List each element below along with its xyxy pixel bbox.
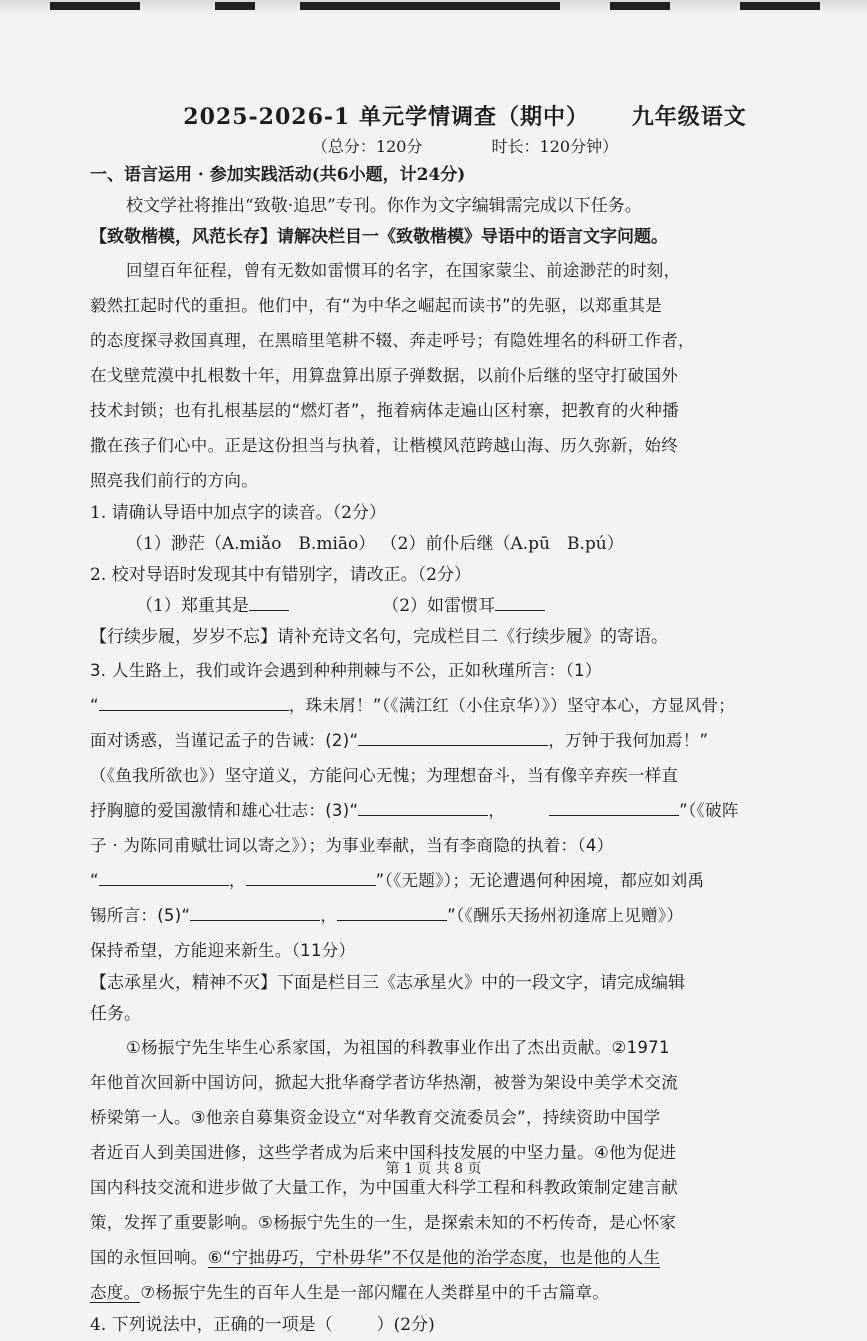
column3-prompt: 【志承星火，精神不灭】下面是栏目三《志承星火》中的一段文字，请完成编辑 — [90, 973, 685, 993]
title-grade: 九年级语文 — [631, 104, 747, 130]
answer-blank[interactable] — [249, 592, 289, 611]
answer-blank[interactable] — [549, 797, 679, 816]
passage-line: ①杨振宁先生毕生心系家国，为祖国的科教事业作出了杰出贡献。②1971 — [126, 1038, 670, 1057]
q3-line: （《鱼我所欲也》）坚守道义，方能问心无愧；为理想奋斗，当有像辛弃疾一样直 — [90, 766, 679, 785]
answer-blank[interactable] — [495, 592, 545, 611]
exam-page — [90, 100, 840, 1341]
answer-blank[interactable] — [246, 867, 376, 886]
answer-blank[interactable] — [337, 902, 447, 921]
scan-mark — [300, 2, 560, 10]
question-3 — [90, 653, 840, 968]
passage-line: 照亮我们前行的方向。 — [90, 471, 258, 490]
scan-mark — [50, 2, 140, 10]
passage-line: 毅然扛起时代的重担。他们中，有“为中华之崛起而读书”的先驱，以郑重其是 — [90, 296, 663, 315]
answer-blank[interactable] — [99, 692, 289, 711]
question-4-stem: 4. 下列说法中，正确的一项是（ ）(2分) — [90, 1315, 435, 1335]
q3-line: 锡所言：(5)“ ， ”（《酬乐天扬州初逢席上见赠》） — [90, 898, 840, 933]
page-footer: 第 1 页 共 8 页 — [385, 1161, 482, 1177]
passage-line: 策，发挥了重要影响。⑤杨振宁先生的一生，是探索未知的不朽传奇，是心怀家 — [90, 1213, 677, 1232]
passage-line: 态度。⑦杨振宁先生的百年人生是一部闪耀在人类群星中的千古篇章。 — [90, 1283, 610, 1302]
answer-blank[interactable] — [99, 867, 229, 886]
q1-option-2: （2）前仆后继（A.pū B.pú） — [380, 534, 624, 554]
question-2-stem: 2. 校对导语时发现其中有错别字，请改正。（2分） — [90, 565, 471, 585]
section-heading: 一、语言运用 · 参加实践活动(共6小题，计24分) — [90, 165, 466, 185]
q3-line: 保持希望，方能迎来新生。（11分） — [90, 941, 356, 960]
passage-line: 者近百人到美国进修，这些学者成为后来中国科技发展的中坚力量。④他为促进 — [90, 1143, 677, 1162]
answer-blank[interactable] — [358, 727, 548, 746]
q3-line: “ ，珠未屑！”（《满江红（小住京华）》）坚守本心，方显风骨； — [90, 688, 840, 723]
q1-option-1: （1）渺茫（A.miǎo B.miāo） — [126, 534, 376, 554]
q3-line: 抒胸臆的爱国激情和雄心壮志：(3)“ ， ”（《破阵 — [90, 793, 840, 828]
q3-line: 面对诱惑，当谨记孟子的告诫：(2)“ ，万钟于我何加焉！” — [90, 723, 840, 758]
duration: 时长：120分钟） — [491, 137, 619, 156]
exam-meta — [90, 134, 840, 160]
question-1-options — [90, 529, 840, 560]
column3-prompt: 任务。 — [90, 1004, 141, 1024]
section-intro: 校文学社将推出“致敬·追思”专刊。你作为文字编辑需完成以下任务。 — [126, 196, 642, 216]
passage-line: 撒在孩子们心中。正是这份担当与执着，让楷模风范跨越山海、历久弥新，始终 — [90, 436, 678, 455]
passage-line: 的态度探寻救国真理，在黑暗里笔耕不辍、奔走呼号；有隐姓埋名的科研工作者， — [90, 331, 695, 350]
passage-1 — [90, 253, 840, 498]
answer-blank[interactable] — [190, 902, 320, 921]
scan-mark — [215, 2, 255, 10]
question-2-items — [90, 591, 840, 622]
question-1-stem: 1. 请确认导语中加点字的读音。（2分） — [90, 503, 386, 523]
column2-prompt: 【行续步履，岁岁不忘】请补充诗文名句，完成栏目二《行续步履》的寄语。 — [90, 627, 668, 647]
q3-line: “ ， ”（《无题》）；无论遭遇何种困境，都应如刘禹 — [90, 863, 840, 898]
passage-line: 回望百年征程，曾有无数如雷惯耳的名字，在国家蒙尘、前途渺茫的时刻， — [126, 261, 681, 280]
passage-line: 国内科技交流和进步做了大量工作，为中国重大科学工程和科教政策制定建言献 — [90, 1178, 678, 1197]
q3-line: 3. 人生路上，我们或许会遇到种种荆棘与不公，正如秋瑾所言：（1） — [90, 661, 602, 680]
q3-line: 子 · 为陈同甫赋壮词以寄之》）；为事业奉献，当有李商隐的执着：（4） — [90, 836, 614, 855]
answer-blank[interactable] — [358, 797, 488, 816]
passage-line: 技术封锁；也有扎根基层的“燃灯者”，拖着病体走遍山区村寨，把教育的火种播 — [90, 401, 679, 420]
scan-mark — [610, 2, 670, 10]
total-score: （总分：120分 — [311, 137, 423, 156]
passage-line: 桥梁第一人。③他亲自募集资金设立“对华教育交流委员会”，持续资助中国学 — [90, 1108, 661, 1127]
column1-prompt: 【致敬楷模，风范长存】请解决栏目一《致敬楷模》导语中的语言文字问题。 — [90, 227, 668, 247]
underlined-sentence: ⑥“宁拙毋巧，宁朴毋华”不仅是他的治学态度，也是他的人生 — [207, 1248, 661, 1267]
passage-line: 年他首次回新中国访问，掀起大批华裔学者访华热潮，被誉为架设中美学术交流 — [90, 1073, 678, 1092]
title-code: 2025-2026-1 — [183, 104, 351, 130]
scan-edge — [0, 0, 867, 14]
passage-line: 国的永恒回响。⑥“宁拙毋巧，宁朴毋华”不仅是他的治学态度，也是他的人生 — [90, 1248, 661, 1267]
underlined-sentence: 态度。 — [90, 1283, 141, 1302]
title-main: 单元学情调查（期中） — [359, 104, 590, 130]
q2-item-1: （1）郑重其是 — [136, 596, 249, 616]
q2-item-2: （2）如雷惯耳 — [382, 596, 496, 616]
scan-mark — [740, 2, 820, 10]
exam-title — [90, 100, 840, 134]
passage-line: 在戈壁荒漠中扎根数十年，用算盘算出原子弹数据，以前仆后继的坚守打破国外 — [90, 366, 678, 385]
